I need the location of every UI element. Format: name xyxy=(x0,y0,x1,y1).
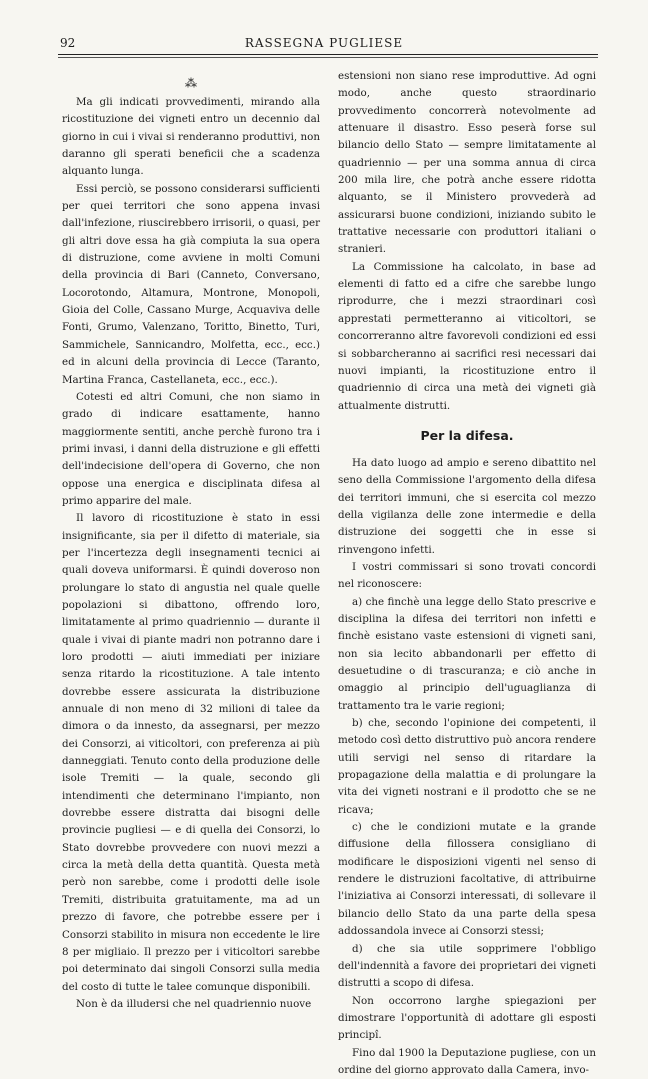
paragraph: Non occorrono larghe spiegazioni per dimostrare l'opportunità di adottare gli esposti principî. xyxy=(338,994,596,1042)
left-column xyxy=(62,68,320,1013)
paragraph: Cotesti ed altri Comuni, che non siamo in grado di indicare esattamente, hanno maggiormente sentiti, anche perchè furono tra i primi invasi, i danni della distruzione e gli effetti dell'indecisione dell'opera di Governo, che non oppose una energica e disciplinata difesa al primo apparire del male. xyxy=(62,390,320,507)
list-item: b) che, secondo l'opinione dei competenti, il metodo così detto distruttivo può ancora rendere utili servigi nel senso di ritardare la propagazione della malattia e di prolungare la vita dei vigneti nostrani e il prodotto che se ne ricava; xyxy=(338,717,596,816)
paragraph: Ma gli indicati provvedimenti, mirando alla ricostituzione dei vigneti entro un decennio dal giorno in cui i vivai si renderanno produttivi, non daranno gli sperati beneficii che a scadenza alquanto lunga. xyxy=(62,96,320,178)
header-rule xyxy=(58,54,598,55)
list-item: c) che le condizioni mutate e la grande diffusione della fillossera consigliano di modificare le disposizioni vigenti nel senso di rendere le distruzioni facoltative, di attribuirne l'iniziativa ai Consorzi interessati, di sollevare il bilancio dello Stato da una parte della spesa addossandola invece ai Consorzi stessi; xyxy=(338,821,596,938)
ornament-icon: ⁂ xyxy=(185,76,197,90)
header-rule-thin xyxy=(58,57,598,58)
paragraph: La Commissione ha calcolato, in base ad elementi di fatto ed a cifre che sarebbe lungo riprodurre, che i mezzi straordinari così apprestati permetteranno ai viticoltori, se concorreranno altre favorevoli condizioni ed essi si sobbarcheranno ai sacrifici resi necessari dai nuovi impianti, la ricostituzione entro il quadriennio di circa una metà dei vigneti già attualmente distrutti. xyxy=(338,260,596,412)
section-heading: Per la difesa. xyxy=(420,427,514,443)
list-item: d) che sia utile sopprimere l'obbligo dell'indennità a favore dei proprietari dei vigneti distrutti a scopo di difesa. xyxy=(338,942,596,990)
paragraph-continuation: estensioni non siano rese improduttive. Ad ogni modo, anche questo straordinario provvedimento concorrerà notevolmente ad attenuare il disastro. Esso peserà forse sul bilancio dello Stato — sempre limitatamente al quadriennio — per una somma annua di circa 200 mila lire, che potrà anche essere ridotta alquanto, se il Ministero provvederà ad assicurarsi buone condizioni, iniziando subito le trattative necessarie con produttori italiani o stranieri. xyxy=(338,70,596,256)
paragraph: Ha dato luogo ad ampio e sereno dibattito nel seno della Commissione l'argomento della difesa dei territori immuni, che si esercita col mezzo della vigilanza delle zone intermedie e della distruzione dei soggetti che in esse si rinvengono infetti. xyxy=(338,456,596,556)
page-number: 92 xyxy=(60,36,76,50)
paragraph: Il lavoro di ricostituzione è stato in essi insignificante, sia per il difetto di materiale, sia per l'incertezza degli insegnamenti tecnici ai quali doveva uniformarsi. È quindi doveroso non prolungare lo stato di angustia nel quale quelle popolazioni si dibattono, offrendo loro, limitatamente al primo quadriennio — durante il quale i vivai di piante madri non potranno dare i loro prodotti — aiuti immediati per iniziare senza ritardo la ricostituzione. A tale intento dovrebbe essere assicurata la distribuzione annuale di non meno di 32 milioni di talee da dimora o da innesto, da assegnarsi, per mezzo dei Consorzi, ai viticoltori, con preferenza ai più danneggiati. Tenuto conto della produzione delle isole Tremiti — la quale, secondo gli intendimenti che determinano l'impianto, non dovrebbe essere distratta dai bisogni delle provincie pugliesi — e di quella dei Consorzi, lo Stato dovrebbe provvedere con nuovi mezzi a circa la metà della detta quantità. Questa metà però non sarebbe, come i prodotti delle isole Tremiti, distribuita gratuitamente, ma ad un prezzo di favore, che potrebbe essere per i Consorzi stabilito in misura non eccedente le lire 8 per migliaio. Il prezzo per i viticoltori sarebbe poi determinato dai singoli Consorzi sulla media del costo di tutte le talee comunque disponibili. xyxy=(62,512,320,993)
paragraph: Non è da illudersi che nel quadriennio nuove xyxy=(76,997,312,1010)
running-title: RASSEGNA PUGLIESE xyxy=(244,36,404,50)
paragraph: I vostri commissari si sono trovati concordi nel riconoscere: xyxy=(338,560,596,591)
paragraph: Essi perciò, se possono considerarsi sufficienti per quei territori che sono appena invasi dall'infezione, riuscirebbero irrisorii, o quasi, per gli altri dove essa ha già compiuta la sua opera di distruzione, come avviene in molti Comuni della provincia di Bari (Canneto, Conversano, Locorotondo, Altamura, Montrone, Monopoli, Gioia del Colle, Cassano Murge, Acquaviva delle Fonti, Grumo, Valenzano, Toritto, Binetto, Turi, Sammichele, Sannicandro, Molfetta, ecc., ecc.) ed in alcuni della provincia di Lecce (Taranto, Martina Franca, Castellaneta, ecc., ecc.). xyxy=(62,182,320,386)
right-column xyxy=(338,68,596,1079)
list-item: a) che finchè una legge dello Stato prescrive e disciplina la difesa dei territori non infetti e finchè esistano vaste estensioni di vigneti sani, non sia lecito abbandonarli per effetto di desuetudine o di trascuranza; e ciò anche in omaggio al principio dell'uguaglianza di trattamento tra le varie regioni; xyxy=(338,595,596,712)
paragraph: Fino dal 1900 la Deputazione pugliese, con un ordine del giorno approvato dalla Camera, invo- xyxy=(338,1046,596,1076)
